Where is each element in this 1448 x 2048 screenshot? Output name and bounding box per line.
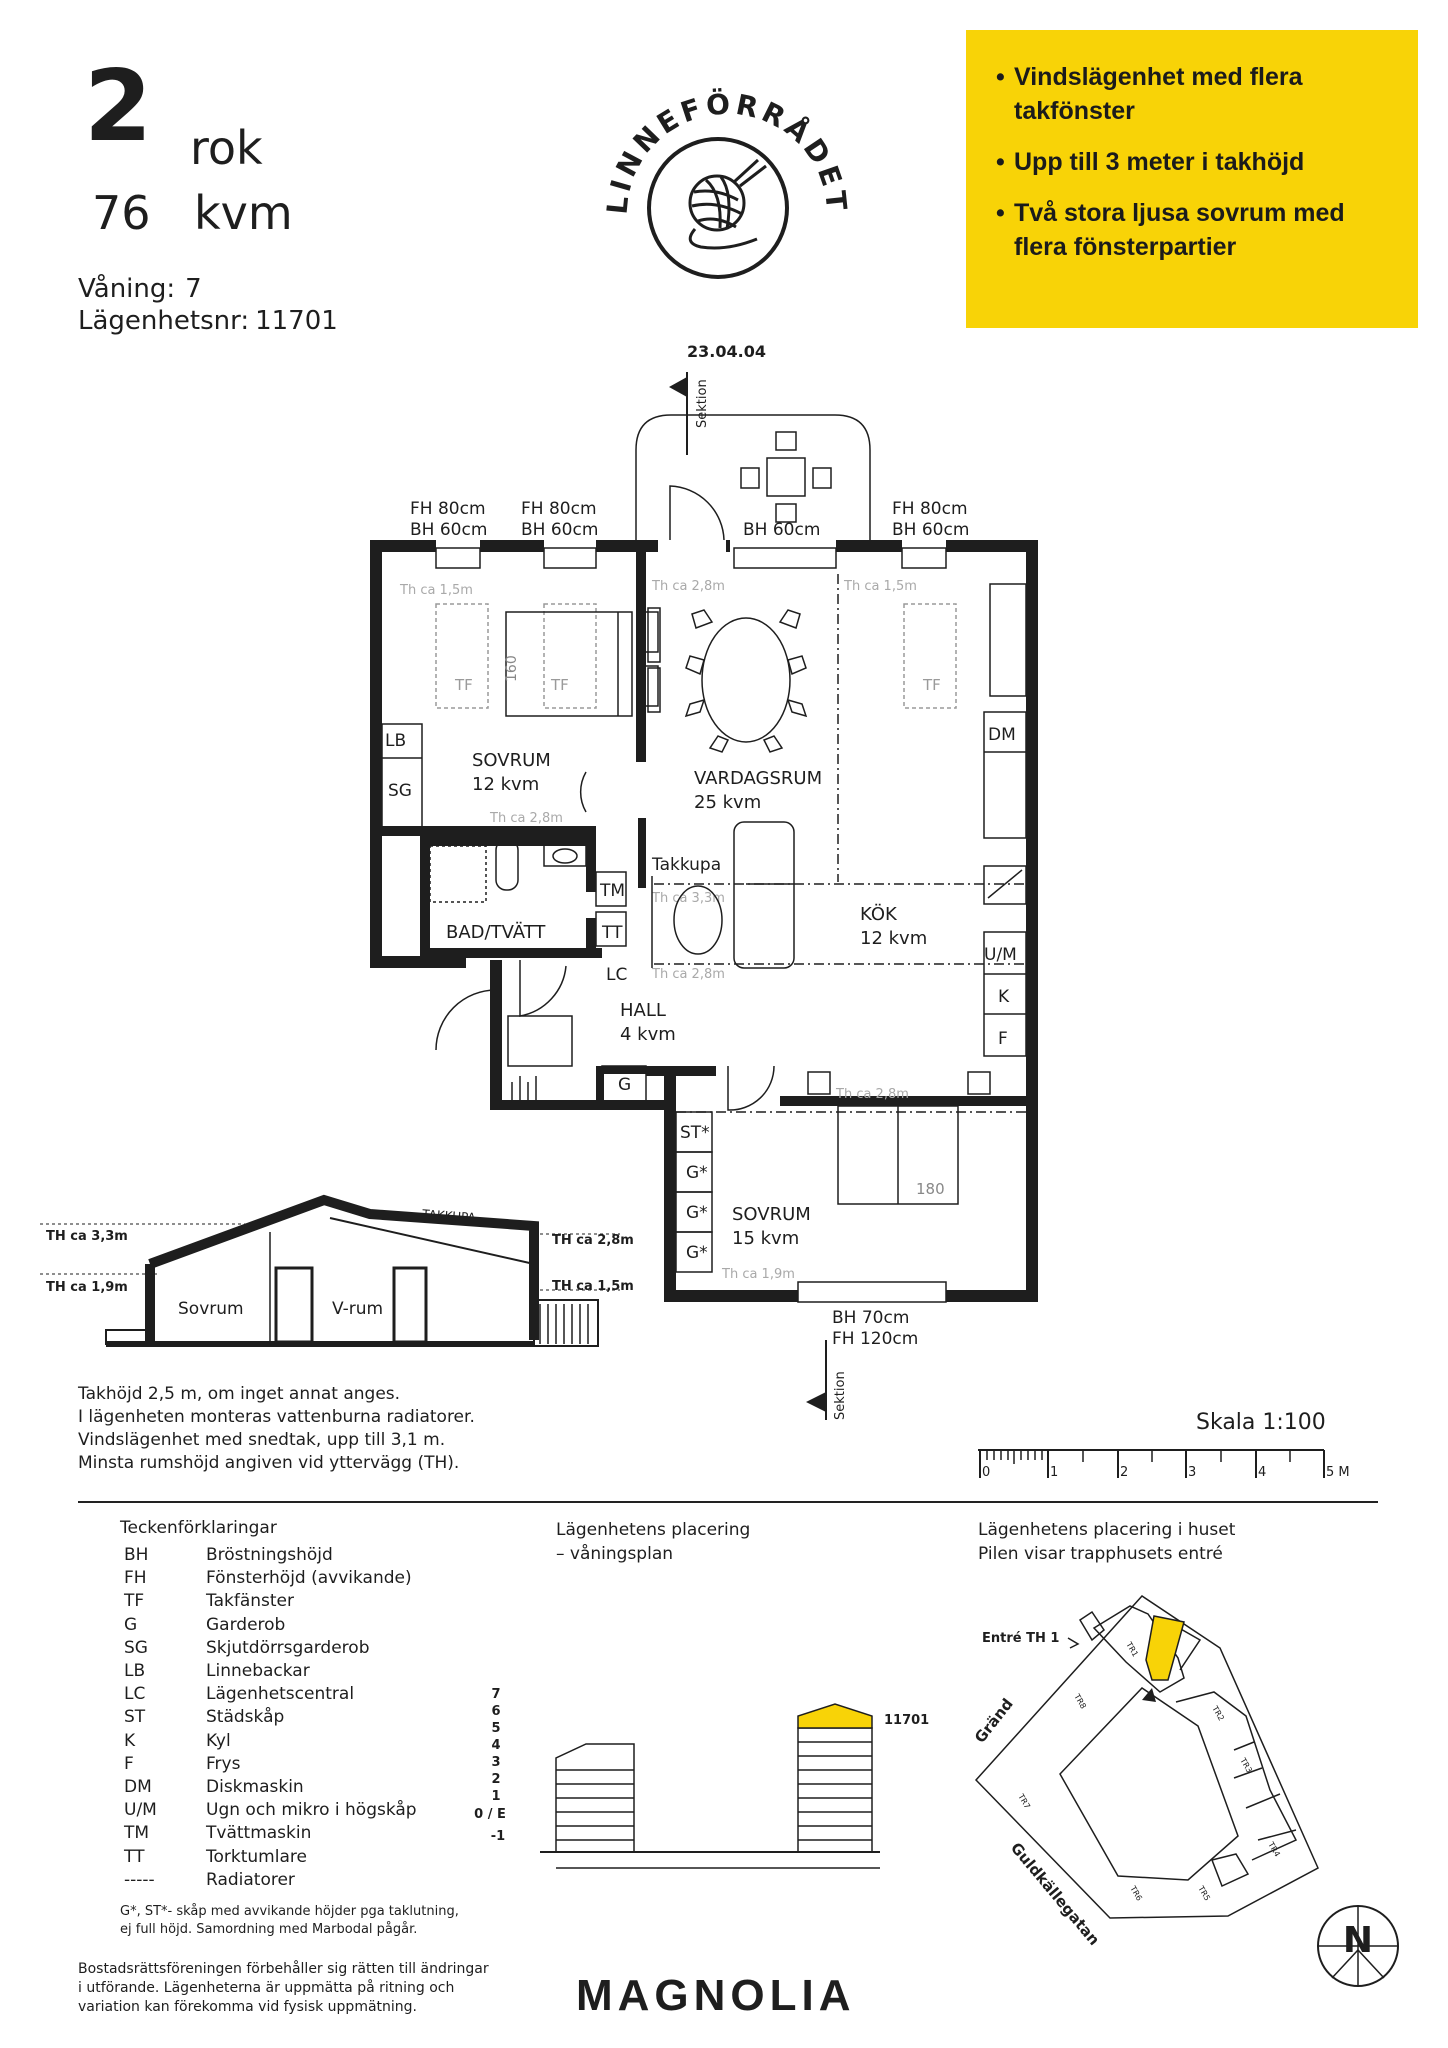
- svg-text:TR8: TR8: [1072, 1692, 1088, 1711]
- entrance-mat: [508, 1016, 572, 1066]
- svg-text:TR3: TR3: [1238, 1756, 1254, 1775]
- note-line: Minsta rumshöjd angiven vid yttervägg (TH).: [78, 1453, 460, 1473]
- house-placement-title: Lägenhetens placering i huset Pilen visar trapphusets entré: [978, 1520, 1236, 1564]
- svg-text:FH 80cm: FH 80cm: [410, 499, 486, 519]
- svg-text:Th ca 3,3m: Th ca 3,3m: [652, 891, 725, 906]
- svg-text:Th ca 2,8m: Th ca 2,8m: [652, 967, 725, 982]
- svg-text:Gränd: Gränd: [970, 1694, 1017, 1747]
- legend-row: DM Diskmaskin: [124, 1777, 304, 1798]
- svg-text:Sektion: Sektion: [833, 1371, 848, 1420]
- brand-logo: MAGNOLIA: [576, 1971, 856, 2020]
- svg-text:7: 7: [491, 1687, 501, 1702]
- legend-row: LB Linnebackar: [124, 1661, 310, 1682]
- floor-placement-diagram: [474, 1687, 929, 1868]
- svg-text:6: 6: [491, 1704, 501, 1719]
- svg-text:0 / E: 0 / E: [474, 1807, 506, 1822]
- section-drawing: [40, 1200, 634, 1346]
- svg-text:HALL: HALL: [620, 1000, 666, 1021]
- svg-text:12 kvm: 12 kvm: [472, 774, 540, 795]
- floor-placement-title: Lägenhetens placering – våningsplan: [556, 1520, 751, 1564]
- svg-text:Th ca 1,5m: Th ca 1,5m: [400, 583, 473, 598]
- legend-row: BH Bröstningshöjd: [124, 1545, 333, 1565]
- legend-row: LC Lägenhetscentral: [124, 1684, 355, 1705]
- note-line: Vindslägenhet med snedtak, upp till 3,1 m.: [78, 1430, 446, 1450]
- laundry-labels: [599, 881, 627, 985]
- section-marker-icon: [806, 1392, 826, 1412]
- svg-text:TH ca 2,8m: TH ca 2,8m: [552, 1233, 634, 1248]
- kitchen-cabinets: [984, 584, 1026, 1056]
- legend-row: FH Fönsterhöjd (avvikande): [124, 1568, 412, 1589]
- legend-row: SG Skjutdörrsgarderob: [124, 1637, 370, 1658]
- floor-value: 7: [185, 274, 202, 304]
- svg-text:2: 2: [1120, 1465, 1129, 1480]
- section-id: 23.04.04: [687, 342, 766, 361]
- svg-text:4: 4: [491, 1738, 501, 1753]
- floor-label: Våning:: [78, 274, 176, 304]
- lb-label: LB: [385, 731, 407, 751]
- svg-text:TAKKUPA: TAKKUPA: [421, 1207, 477, 1225]
- svg-text:TR2: TR2: [1210, 1704, 1226, 1723]
- svg-text:1: 1: [1050, 1465, 1059, 1480]
- svg-text:Sovrum: Sovrum: [178, 1299, 244, 1319]
- shoe-rack-icon: [512, 1076, 536, 1100]
- note-line: Takhöjd 2,5 m, om inget annat anges.: [78, 1384, 401, 1404]
- legend-footnote: G*, ST*- skåp med avvikande höjder pga taklutning, ej full höjd. Samordning med Marbodal pågår.: [120, 1904, 459, 1937]
- scale-bar: [978, 1450, 1324, 1478]
- svg-text:TF: TF: [923, 676, 941, 694]
- svg-text:TF: TF: [551, 676, 569, 694]
- svg-text:BH 70cm: BH 70cm: [832, 1308, 910, 1328]
- feature-item: • Upp till 3 meter i takhöjd: [996, 145, 1398, 179]
- svg-text:V-rum: V-rum: [332, 1299, 384, 1319]
- doors: [436, 960, 774, 1110]
- legend-row: ----- Radiatorer: [124, 1869, 295, 1890]
- svg-text:N: N: [1342, 1920, 1374, 1961]
- entre-label: Entré TH 1: [982, 1631, 1060, 1646]
- svg-text:1: 1: [491, 1789, 501, 1804]
- north-arrow-icon: [1318, 1906, 1398, 1986]
- svg-text:5 M: 5 M: [1326, 1465, 1350, 1480]
- rooms-label: rok: [190, 121, 263, 175]
- svg-text:TR7: TR7: [1016, 1792, 1032, 1811]
- svg-text:BH 60cm: BH 60cm: [410, 520, 488, 540]
- double-bed-icon: [506, 612, 632, 716]
- takkupa-label: Takkupa: [652, 855, 722, 875]
- svg-text:FH 120cm: FH 120cm: [832, 1329, 919, 1349]
- svg-text:TH ca 1,5m: TH ca 1,5m: [552, 1279, 634, 1294]
- skylight-labels: [454, 676, 941, 694]
- zone-dividers: [654, 574, 1026, 1112]
- svg-text:12 kvm: 12 kvm: [860, 928, 928, 949]
- svg-text:Guldkällegatan: Guldkällegatan: [1006, 1839, 1104, 1949]
- svg-text:SOVRUM: SOVRUM: [472, 750, 551, 771]
- feature-item: • Två stora ljusa sovrum med flera fönsterpartier: [996, 196, 1398, 264]
- apartment-highlight: [798, 1704, 872, 1728]
- svg-text:ST*: ST*: [680, 1123, 710, 1143]
- svg-text:15 kvm: 15 kvm: [732, 1228, 800, 1249]
- logo-text: LINNEFÖRRÅDET: [600, 87, 854, 216]
- legend-row: TM Tvättmaskin: [124, 1823, 312, 1844]
- section-marker-icon: [669, 377, 687, 397]
- legend-row: ST Städskåp: [124, 1707, 285, 1728]
- svg-text:FH 80cm: FH 80cm: [892, 499, 968, 519]
- svg-text:G*: G*: [686, 1163, 708, 1183]
- disclaimer: Bostadsrättsföreningen förbehåller sig rätten till ändringar i utförande. Lägenheterna är uppmätta på ritning och variation kan förekomma vid fysisk uppmätning.: [78, 1961, 489, 2015]
- legend-row: U/M Ugn och mikro i högskåp: [124, 1800, 417, 1821]
- svg-text:180: 180: [916, 1180, 945, 1198]
- area-number: 76: [92, 186, 151, 240]
- svg-text:SOVRUM: SOVRUM: [732, 1204, 811, 1225]
- svg-text:0: 0: [982, 1465, 991, 1480]
- scale-label: Skala 1:100: [1196, 1410, 1326, 1435]
- legend-title: Teckenförklaringar: [120, 1518, 277, 1538]
- apartment-label: Lägenhetsnr:: [78, 306, 250, 336]
- svg-text:4 kvm: 4 kvm: [620, 1024, 676, 1045]
- svg-text:G*: G*: [686, 1203, 708, 1223]
- house-apartment-highlight: [1146, 1616, 1184, 1680]
- legend-row: F Frys: [124, 1753, 241, 1774]
- svg-text:TR4: TR4: [1266, 1840, 1282, 1859]
- sg-label: SG: [388, 781, 412, 801]
- svg-text:5: 5: [491, 1721, 501, 1736]
- svg-text:TR5: TR5: [1196, 1884, 1212, 1903]
- feature-item: • Vindslägenhet med flera takfönster: [996, 60, 1398, 128]
- linneforradet-logo: [601, 86, 854, 277]
- svg-text:25 kvm: 25 kvm: [694, 792, 762, 813]
- svg-text:Th ca 2,8m: Th ca 2,8m: [836, 1087, 909, 1102]
- dining-table-icon: [686, 610, 806, 752]
- svg-text:G: G: [618, 1075, 632, 1095]
- svg-text:DM: DM: [988, 725, 1016, 745]
- scale-ticks: [982, 1465, 1350, 1480]
- svg-text:FH 80cm: FH 80cm: [521, 499, 597, 519]
- entrance-arrow-icon: [1068, 1638, 1078, 1648]
- legend-row: K Kyl: [124, 1730, 231, 1751]
- svg-text:U/M: U/M: [984, 945, 1017, 965]
- legend-list: [124, 1544, 417, 1892]
- note-line: I lägenheten monteras vattenburna radiatorer.: [78, 1407, 475, 1427]
- svg-text:BAD/TVÄTT: BAD/TVÄTT: [446, 922, 546, 943]
- svg-text:TH ca 1,9m: TH ca 1,9m: [46, 1280, 128, 1295]
- svg-text:TF: TF: [455, 676, 473, 694]
- svg-text:K: K: [998, 987, 1010, 1007]
- dining-set-icon: [741, 432, 831, 522]
- section-label: Sektion: [695, 379, 710, 428]
- svg-text:3: 3: [1188, 1465, 1197, 1480]
- yarn-ball-icon: [690, 160, 766, 248]
- rooms-number: 2: [84, 50, 151, 164]
- svg-text:3: 3: [491, 1755, 501, 1770]
- svg-text:Th ca 1,9m: Th ca 1,9m: [722, 1267, 795, 1282]
- bedroom2-closet-labels: [680, 1123, 710, 1263]
- area-label: kvm: [194, 186, 293, 240]
- svg-text:BH 60cm: BH 60cm: [892, 520, 970, 540]
- svg-text:BH 60cm: BH 60cm: [743, 520, 821, 540]
- svg-text:4: 4: [1258, 1465, 1267, 1480]
- svg-text:G*: G*: [686, 1243, 708, 1263]
- svg-text:F: F: [998, 1029, 1008, 1049]
- divider: [78, 1501, 1378, 1503]
- svg-text:LC: LC: [606, 965, 628, 985]
- legend-row: TF Takfänster: [124, 1591, 294, 1612]
- svg-text:Th ca 2,8m: Th ca 2,8m: [490, 811, 563, 826]
- svg-text:Th ca 1,5m: Th ca 1,5m: [844, 579, 917, 594]
- svg-text:11701: 11701: [884, 1713, 930, 1728]
- legend-row: G Garderob: [124, 1614, 286, 1635]
- svg-text:TT: TT: [602, 923, 623, 943]
- svg-text:TR6: TR6: [1128, 1884, 1144, 1903]
- svg-text:TM: TM: [600, 881, 626, 901]
- svg-text:TR1: TR1: [1124, 1640, 1140, 1659]
- svg-text:-1: -1: [490, 1829, 506, 1844]
- svg-text:Th ca 2,8m: Th ca 2,8m: [652, 579, 725, 594]
- apartment-value: 11701: [255, 306, 338, 336]
- svg-text:160: 160: [504, 655, 520, 682]
- svg-text:BH 60cm: BH 60cm: [521, 520, 599, 540]
- plan-notes: [78, 1383, 475, 1475]
- svg-text:KÖK: KÖK: [860, 904, 897, 925]
- svg-text:VARDAGSRUM: VARDAGSRUM: [694, 768, 823, 789]
- legend-row: TT Torktumlare: [124, 1846, 307, 1867]
- svg-text:TH ca 3,3m: TH ca 3,3m: [46, 1229, 128, 1244]
- svg-text:2: 2: [491, 1772, 501, 1787]
